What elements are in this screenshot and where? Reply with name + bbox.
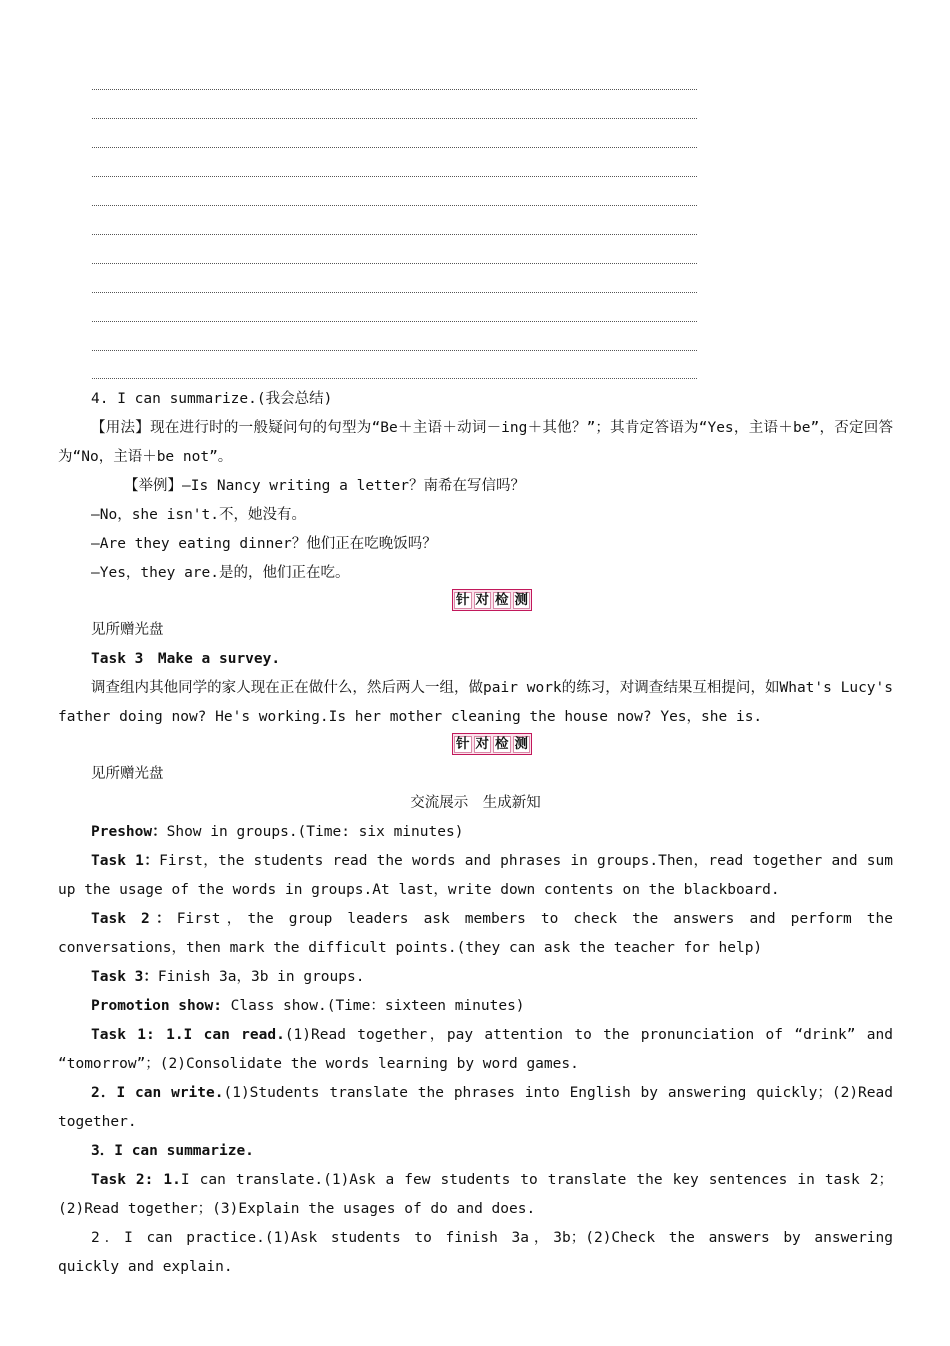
targeted-test-badge: 针 对 检 测 bbox=[452, 733, 532, 755]
promotion-task2-item2: 2．I can practice.(1)Ask students to finish 3a，3b；(2)Check the answers by answering quickly and explain. bbox=[58, 1230, 893, 1275]
promotion-task2-paragraph: Task 2: 1.I can translate.(1)Ask a few students to translate the key sentences in task 2；(2)Read together；(3)Explain the usages of do and does. bbox=[58, 1172, 893, 1217]
writing-line bbox=[92, 205, 697, 206]
task2-paragraph: Task 2：First，the group leaders ask members to check the answers and perform the conversations，then mark the difficult points.(they can ask the teacher for help) bbox=[58, 911, 893, 956]
task1-paragraph: Task 1：First，the students read the words and phrases in groups.Then，read together and sum up the usage of the words in groups.At last，write down contents on the blackboard. bbox=[58, 853, 893, 898]
promotion-item2-paragraph: 2．I can write.(1)Students translate the phrases into English by answering quickly；(2)Read together. bbox=[58, 1085, 893, 1130]
writing-line bbox=[92, 350, 697, 351]
section4-title: 4. I can summarize.(我会总结) bbox=[91, 391, 333, 407]
writing-line bbox=[92, 89, 697, 90]
targeted-test-badge: 针 对 检 测 bbox=[452, 589, 532, 611]
example-line-2: —No，she isn't.不，她没有。 bbox=[91, 507, 306, 523]
writing-line bbox=[92, 292, 697, 293]
example-line-1: 【举例】—Is Nancy writing a letter？南希在写信吗？ bbox=[124, 478, 525, 494]
usage-text: 现在进行时的一般疑问句的句型为“Be＋主语＋动词－ing＋其他？”；其肯定答语为“Yes，主语＋be”，否定回答为“No，主语＋be not”。 bbox=[58, 420, 894, 465]
example-label: 【举例】 bbox=[124, 478, 182, 494]
promotion-item3: 3．I can summarize. bbox=[91, 1143, 254, 1159]
section-heading: 交流展示 生成新知 bbox=[410, 795, 541, 811]
see-disc-note: 见所赠光盘 bbox=[91, 766, 164, 782]
usage-paragraph bbox=[58, 414, 893, 472]
preshow-line: Preshow：Show in groups.(Time: six minutes) bbox=[91, 824, 464, 840]
example-line-3: —Are they eating dinner？他们正在吃晚饭吗？ bbox=[91, 536, 437, 552]
writing-line bbox=[92, 263, 697, 264]
writing-line bbox=[92, 321, 697, 322]
task3b-line: Task 3：Finish 3a，3b in groups. bbox=[91, 969, 365, 985]
writing-line bbox=[92, 176, 697, 177]
writing-line bbox=[92, 118, 697, 119]
example-line-4: —Yes，they are.是的，他们正在吃。 bbox=[91, 565, 350, 581]
writing-line bbox=[92, 234, 697, 235]
promotion-line: Promotion show: Class show.(Time：sixteen minutes) bbox=[91, 998, 525, 1014]
see-disc-note: 见所赠光盘 bbox=[91, 622, 164, 638]
writing-line bbox=[92, 378, 697, 379]
task3-title: Task 3 Make a survey. bbox=[91, 651, 281, 667]
writing-line bbox=[92, 147, 697, 148]
promotion-task1-paragraph: Task 1: 1.I can read.(1)Read together，pay attention to the pronunciation of “drink” and “tomorrow”；(2)Consolidate the words learning by word games. bbox=[58, 1027, 893, 1072]
task3-text: 调查组内其他同学的家人现在正在做什么，然后两人一组，做pair work的练习，对调查结果互相提问，如What's Lucy's father doing now? He's working.Is her mother cleaning the house now? Yes，she is. bbox=[58, 680, 893, 725]
usage-label: 【用法】 bbox=[91, 420, 151, 436]
